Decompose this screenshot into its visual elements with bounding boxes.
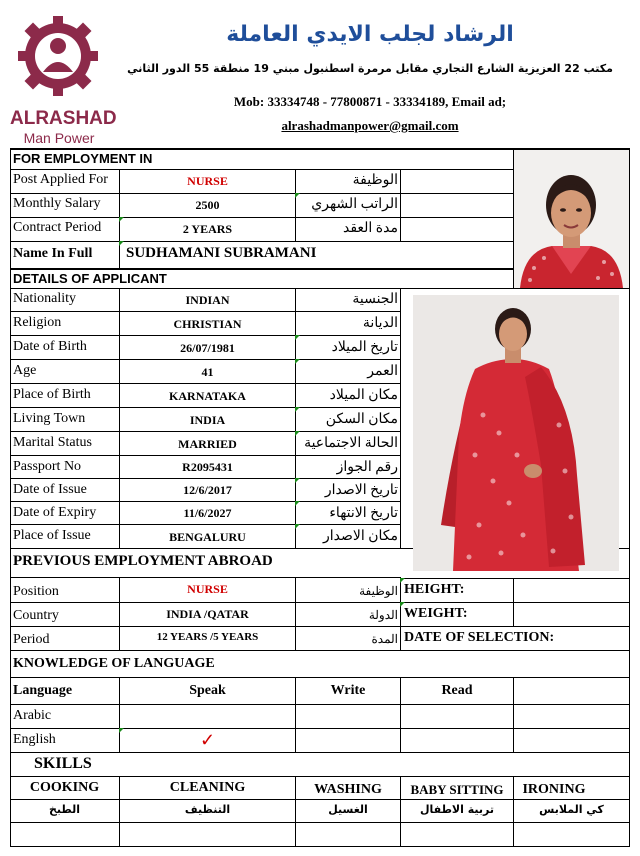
prev-position-arabic: الوظيفة	[359, 584, 398, 598]
prev-country-arabic: الدولة	[368, 608, 398, 622]
place-of-issue-arabic: مكان الاصدار	[322, 529, 398, 544]
name-in-full-value: SUDHAMANI SUBRAMANI	[126, 245, 317, 261]
date-of-issue-arabic: تاريخ الاصدار	[324, 483, 398, 498]
contract-period-arabic: مدة العقد	[342, 221, 398, 236]
arabic-company-title: الرشاد لجلب الايدي العاملة	[226, 22, 514, 47]
place-of-birth-arabic: مكان الميلاد	[329, 388, 398, 403]
read-header: Read	[441, 683, 473, 698]
passport-no-arabic: رقم الجواز	[336, 460, 398, 475]
language-section-title: KNOWLEDGE OF LANGUAGE	[13, 656, 215, 671]
date-of-expiry-value: 11/6/2027	[183, 506, 232, 520]
arabic-address: مكتب 22 العزيزية الشارع التجاري مقابل مرمرة اسطنبول مبني 19 منطقة 55 الدور الثاني	[127, 62, 613, 75]
skill-baby-sitting-arabic: تربية الاطفال	[419, 803, 494, 816]
age-arabic: العمر	[367, 364, 398, 379]
nationality-arabic: الجنسية	[352, 292, 398, 307]
date-of-expiry-arabic: تاريخ الانتهاء	[329, 506, 398, 521]
date-of-birth-arabic: تاريخ الميلاد	[331, 340, 398, 355]
header	[0, 0, 640, 148]
skill-baby-sitting: BABY SITTING	[410, 782, 504, 797]
passport-photo	[514, 150, 629, 288]
passport-no-value: R2095431	[182, 460, 233, 474]
living-town-arabic: مكان السكن	[325, 412, 398, 427]
full-length-photo	[413, 295, 619, 571]
skill-ironing: IRONING	[522, 782, 586, 797]
skills-section-title: SKILLS	[34, 755, 92, 772]
email-link[interactable]: alrashadmanpower@gmail.com	[281, 118, 459, 133]
prev-country-label: Country	[13, 608, 59, 623]
logo-subtitle: Man Power	[23, 130, 95, 146]
date-of-birth-value: 26/07/1981	[180, 341, 235, 355]
contract-period-value: 2 YEARS	[182, 222, 233, 236]
language-header: Language	[13, 683, 73, 698]
post-applied-arabic: الوظيفة	[352, 173, 398, 188]
living-town-label: Living Town	[13, 411, 86, 426]
skill-ironing-arabic: كي الملابس	[539, 803, 604, 816]
skill-washing: WASHING	[314, 782, 382, 797]
company-logo	[10, 10, 117, 148]
write-header: Write	[330, 683, 366, 698]
date-of-selection-label: DATE OF SELECTION:	[404, 630, 555, 645]
monthly-salary-label: Monthly Salary	[13, 196, 101, 211]
weight-label: WEIGHT:	[404, 606, 468, 621]
marital-status-label: Marital Status	[13, 435, 92, 450]
place-of-issue-value: BENGALURU	[169, 530, 246, 544]
date-of-expiry-label: Date of Expiry	[13, 505, 97, 520]
prev-position-value: NURSE	[187, 582, 228, 596]
religion-label: Religion	[13, 315, 62, 330]
logo-gear-icon	[10, 10, 108, 102]
employment-section-title: FOR EMPLOYMENT IN	[13, 151, 153, 166]
marital-status-arabic: الحالة الاجتماعية	[304, 436, 398, 451]
skill-washing-arabic: الغسيل	[328, 803, 368, 816]
logo-name: ALRASHAD	[10, 108, 117, 129]
prev-position-label: Position	[13, 584, 59, 599]
height-label: HEIGHT:	[404, 582, 465, 597]
date-of-issue-value: 12/6/2017	[183, 483, 232, 497]
skill-cooking-arabic: الطبخ	[48, 803, 81, 816]
place-of-birth-value: KARNATAKA	[169, 389, 246, 403]
nationality-value: INDIAN	[185, 293, 230, 307]
place-of-issue-label: Place of Issue	[13, 528, 91, 543]
religion-value: CHRISTIAN	[173, 317, 242, 331]
post-applied-label: Post Applied For	[13, 172, 108, 187]
prev-period-value: 12 YEARS /5 YEARS	[156, 631, 259, 643]
prev-country-value: INDIA /QATAR	[166, 607, 249, 621]
date-of-birth-label: Date of Birth	[13, 339, 87, 354]
english-speak-check-icon: ✓	[199, 730, 216, 750]
name-in-full-label: Name In Full	[13, 246, 93, 261]
applicant-section-title: DETAILS OF APPLICANT	[13, 271, 167, 286]
speak-header: Speak	[189, 683, 226, 698]
skill-cleaning-arabic: التنظيف	[184, 803, 231, 816]
age-label: Age	[13, 363, 37, 378]
passport-no-label: Passport No	[13, 459, 82, 474]
contact-line: Mob: 33334748 - 77800871 - 33334189, Email ad;	[233, 94, 507, 109]
religion-arabic: الديانة	[362, 316, 398, 331]
skill-cleaning: CLEANING	[169, 780, 246, 795]
language-english: English	[13, 732, 56, 747]
skill-cooking: COOKING	[29, 780, 100, 795]
post-applied-value: NURSE	[187, 174, 228, 188]
place-of-birth-label: Place of Birth	[13, 387, 91, 402]
marital-status-value: MARRIED	[178, 437, 237, 451]
language-arabic: Arabic	[13, 708, 52, 723]
monthly-salary-value: 2500	[195, 198, 220, 212]
living-town-value: INDIA	[189, 413, 226, 427]
previous-employment-title: PREVIOUS EMPLOYMENT ABROAD	[13, 553, 273, 569]
age-value: 41	[201, 365, 214, 379]
prev-period-arabic: المدة	[371, 632, 398, 646]
prev-period-label: Period	[13, 632, 50, 647]
nationality-label: Nationality	[13, 291, 76, 306]
contract-period-label: Contract Period	[13, 220, 102, 235]
date-of-issue-label: Date of Issue	[13, 482, 87, 497]
monthly-salary-arabic: الراتب الشهري	[311, 197, 398, 212]
